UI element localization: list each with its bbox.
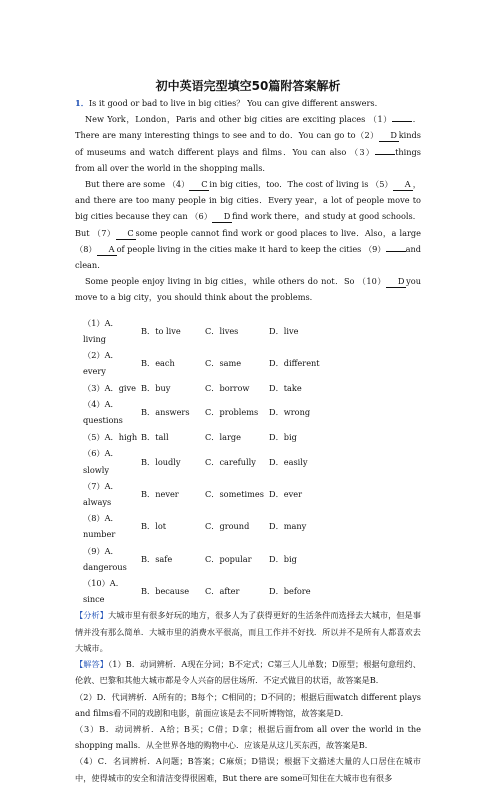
option-c: C．lives (205, 325, 239, 336)
option-d: D．easily (269, 456, 308, 467)
question-header (75, 95, 421, 111)
option-b: B．each (141, 358, 175, 369)
answer-label: 【解答】 (75, 659, 109, 670)
passage-text: ，and there are too many people in big cities．Every year，a lot of people move to big cities because they can （6） (75, 179, 421, 222)
passage-text: But there are some （4） (85, 179, 190, 190)
option-number: （4）A． (83, 399, 119, 410)
passage-text: ．There are many interesting things to see and to do．You can go to（2） (75, 114, 421, 141)
option-number: （3）A． (83, 382, 119, 393)
option-number: （8）A． (83, 513, 119, 524)
option-a: high (118, 431, 138, 442)
blank-7: C (116, 227, 136, 240)
option-number: （5）A． (83, 431, 119, 442)
option-d: D．big (269, 431, 297, 442)
answer-paragraph: （2）D．代词辨析．A所有的；B每个；C相同的；D不同的；根据后面watch different plays and films看不同的戏剧和电影，前面应该是去不同听博物馆，故答案是D． (75, 691, 421, 718)
analysis-label: 【分析】 (75, 610, 108, 621)
passage-paragraph-3 (75, 273, 421, 305)
blank-2: D (379, 129, 399, 142)
option-c: C．sometimes (205, 488, 264, 499)
option-d: D．wrong (269, 407, 311, 418)
option-a: give (118, 382, 137, 393)
option-number: （6）A． (83, 448, 119, 459)
option-d: D．live (269, 325, 299, 336)
option-c: C．popular (205, 553, 252, 564)
option-row (83, 445, 349, 477)
answer-paragraph: （3）B．动词辨析．A给；B买；C借；D拿；根据后面from all over the world in the shopping malls．从全世界各地的购物中心．应该是从这儿买东西，故答案是B． (75, 723, 421, 751)
option-b: B．buy (141, 382, 171, 393)
passage-text: and clean. (75, 243, 421, 271)
option-a: questions (83, 415, 123, 426)
options-table (83, 315, 349, 608)
passage-text: in big cities，too．The cost of living is （5） (209, 179, 393, 190)
option-row (83, 478, 349, 510)
option-number: （9）A． (83, 545, 119, 556)
option-b: B．because (141, 586, 190, 597)
analysis-paragraph (75, 607, 421, 656)
passage-text: some people cannot find work or good places to live．Also，a large （8） (75, 227, 421, 254)
option-b: B．lot (141, 521, 167, 532)
document-page (75, 78, 421, 786)
option-number: （10）A． (83, 578, 124, 589)
option-a: always (83, 497, 112, 508)
document-title: 初中英语完型填空50篇附答案解析 (155, 79, 341, 93)
option-number: （2）A． (83, 350, 119, 361)
question-number: 1． (75, 98, 89, 108)
option-row (83, 575, 349, 607)
blank-10: D (386, 275, 406, 288)
passage-text: of people living in the cities make it hard to keep the cities （9） (116, 243, 386, 254)
passage-text: Some people enjoy living in big cities，while others do not．So （10） (85, 276, 387, 287)
option-a: living (83, 333, 106, 344)
option-number: （1）A． (83, 317, 119, 328)
option-a: slowly (83, 464, 110, 475)
answer-paragraph: （4）C．名词辨析．A问题；B答案；C麻烦；D错误；根据下文描述大量的人口居住在城市中，使得城市的安全和清洁变得很困难，But there are some可知住在大城市也有很多 (75, 756, 421, 783)
option-d: D．many (269, 521, 307, 532)
option-c: C．same (205, 358, 242, 369)
option-row (83, 396, 349, 428)
option-a: dangerous (83, 561, 127, 572)
option-b: B．to live (141, 325, 181, 336)
option-b: B．safe (141, 553, 173, 564)
option-number: （7）A． (83, 480, 119, 491)
blank-8: A (97, 243, 117, 256)
option-row (83, 429, 349, 446)
option-b: B．loudly (141, 456, 181, 467)
blank-1 (392, 121, 412, 122)
option-a: every (83, 366, 106, 377)
passage-paragraph-1 (75, 111, 421, 176)
option-b: B．answers (141, 407, 190, 418)
option-b: B．never (141, 488, 179, 499)
option-d: D．take (269, 382, 302, 393)
blank-6: D (212, 210, 232, 223)
option-row (83, 510, 349, 542)
option-row (83, 315, 349, 347)
option-row (83, 543, 349, 575)
option-d: D．before (269, 586, 311, 597)
option-row (83, 347, 349, 379)
passage-paragraph-2 (75, 176, 421, 273)
option-c: C．after (205, 586, 240, 597)
passage-text: New York，London，Paris and other big cities are exciting places （1） (85, 114, 393, 125)
passage-text: kinds of museums and watch different plays and films．You can also （3） (75, 130, 421, 157)
option-row (83, 379, 349, 396)
option-a: since (83, 594, 105, 605)
passage-text: things from all over the world in the shopping malls. (75, 146, 421, 173)
passage-text: find work there，and study at good schools．But （7） (75, 211, 421, 238)
option-d: D．ever (269, 488, 302, 499)
blank-9 (386, 251, 406, 252)
blank-5: A (393, 178, 413, 191)
answer-paragraph (75, 656, 421, 688)
blank-3 (375, 154, 395, 155)
option-a: number (83, 529, 116, 540)
question-prompt: Is it good or bad to live in big cities？ You can give different answers. (88, 98, 378, 108)
option-c: C．borrow (205, 382, 250, 393)
option-d: D．big (269, 553, 297, 564)
answer-text-1: （1）B．动词辨析．A现在分词；B不定式；C第三人儿单数；D原型；根据句意纽约、伦敦、巴黎和其他大城市都是令人兴奋的居住场所．不定式做目的状语，故答案是B． (75, 659, 421, 686)
option-c: C．problems (205, 407, 259, 418)
analysis-text: 大城市里有很多好玩的地方，很多人为了获得更好的生活条件而选择去大城市，但是事情并没有那么简单．大城市里的消费水平很高，而且工作并不好找．所以并不是所有人都喜欢去大城市。 (75, 610, 421, 653)
option-b: B．tall (141, 431, 169, 442)
option-c: C．large (205, 431, 241, 442)
option-c: C．ground (205, 521, 250, 532)
option-c: C．carefully (205, 456, 256, 467)
blank-4: C (189, 178, 209, 191)
passage-text: you move to a big city，you should think about the problems. (75, 276, 421, 303)
option-d: D．different (269, 358, 320, 369)
